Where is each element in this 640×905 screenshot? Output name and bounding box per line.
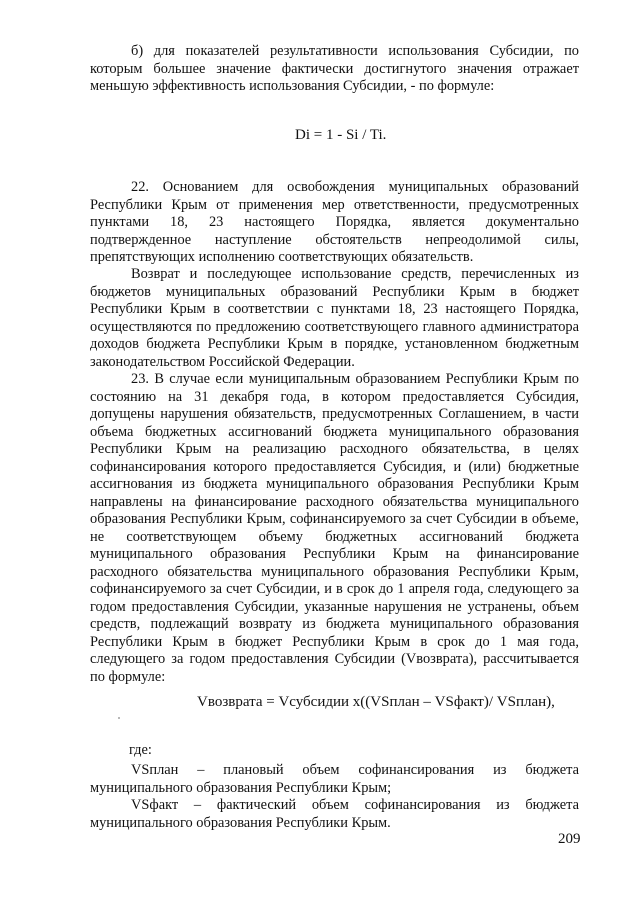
formula-di: Di = 1 - Si / Ti. bbox=[295, 127, 387, 143]
paragraph-23: 23. В случае если муниципальным образованием Республики Крым по состоянию на 31 декабря года, в котором предоставляется Субсидия, допущены нарушения обязательств, предусмотренных Соглашением, в части объема бюджетных ассигнований бюджета муниципального образования Республики Крым на реализацию расходного обязательства, в целях софинансирования которого предоставляется Субсидия, и (или) бюджетные ассигнования из бюджета муниципального образования Республики Крым направлены на финансирование расходного обязательства муниципального образования Республики Крым, софинансируемого за счет Субсидии в объеме, не соответствующем объему бюджетных ассигнований бюджета муниципального образования Республики Крым на финансирование расходного обязательства муниципального образования Республики Крым, софинансируемого за счет Субсидии, и в срок до 1 апреля года, следующего за годом предоставления Субсидии, указанные нарушения не устранены, объем средств, подлежащий возврату из бюджета муниципального образования Республики Крым в бюджет Республики Крым в срок до 1 мая года, следующего за годом предоставления Субсидии (Vвозврата), рассчитывается по формуле: bbox=[90, 371, 579, 685]
paragraph-22: 22. Основанием для освобождения муниципальных образований Республики Крым от применения мер ответственности, предусмотренных пунктами 18, 23 настоящего Порядка, является документально подтвержденное наступление обстоятельств непреодолимой силы, препятствующих исполнению соответствующих обязательств. bbox=[90, 179, 579, 265]
paragraph-b: б) для показателей результативности использования Субсидии, по которым большее значение фактически достигнутого значения отражает меньшую эффективность использования Субсидии, - по формуле: bbox=[90, 43, 579, 94]
definition-vs-fact: VSфакт – фактический объем софинансирования из бюджета муниципального образования Республики Крым. bbox=[90, 797, 579, 831]
page-number: 209 bbox=[558, 831, 581, 847]
definition-vs-plan: VSплан – плановый объем софинансирования из бюджета муниципального образования Республики Крым; bbox=[90, 762, 579, 796]
paragraph-return: Возврат и последующее использование средств, перечисленных из бюджетов муниципальных образований Республики Крым в бюджет Республики Крым в соответствии с пунктами 18, 23 настоящего Порядка, осуществляются по предложению соответствующего главного администратора доходов бюджета Республики Крым в порядке, установленном бюджетным законодательством Российской Федерации. bbox=[90, 266, 579, 370]
where-label: где: bbox=[129, 742, 152, 758]
scan-speck bbox=[118, 717, 120, 719]
formula-v-return: Vвозврата = Vсубсидии х((VSплан – VSфакт)/ VSплан), bbox=[197, 694, 555, 710]
